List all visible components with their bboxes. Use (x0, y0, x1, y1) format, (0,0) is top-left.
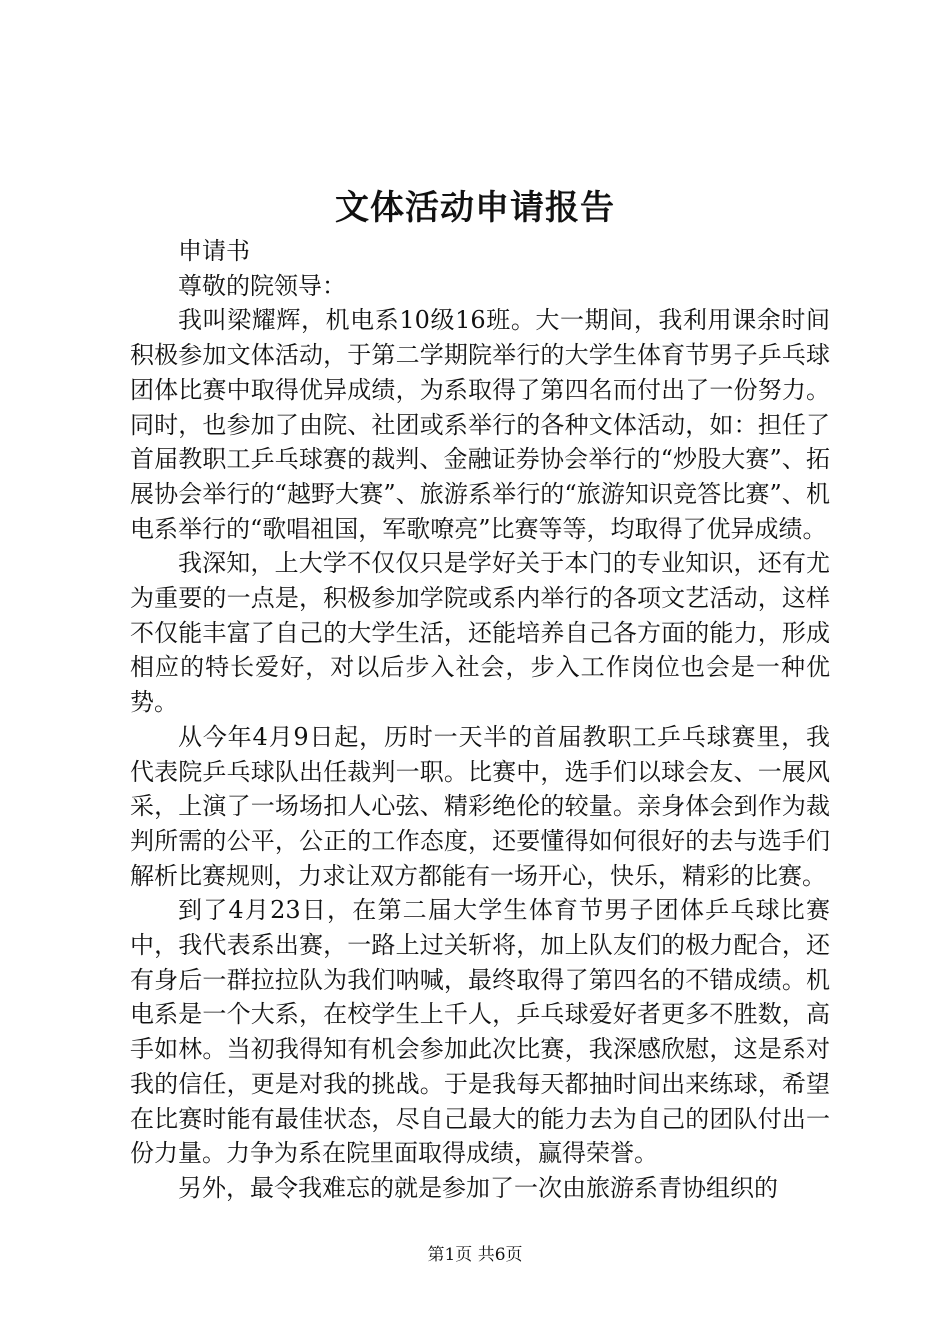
paragraph-introduction: 我叫梁耀辉，机电系10级16班。大一期间，我利用课余时间积极参加文体活动，于第二学期院举行的大学生体育节男子乒乓球团体比赛中取得优异成绩，为系取得了第四名而付出了一份努力。同时，也参加了由院、社团或系举行的各种文体活动，如：担任了首届教职工乒乓球赛的裁判、金融证券协会举行的“炒股大赛”、拓展协会举行的“越野大赛”、旅游系举行的“旅游知识竞答比赛”、机电系举行的“歌唱祖国，军歌嘹亮”比赛等等，均取得了优异成绩。 (130, 306, 830, 543)
paragraph-competition: 到了4月23日，在第二届大学生体育节男子团体乒乓球比赛中，我代表系出赛，一路上过关斩将，加上队友们的极力配合，还有身后一群拉拉队为我们呐喊，最终取得了第四名的不错成绩。机电系是一个大系，在校学生上千人，乒乓球爱好者更多不胜数，高手如林。当初我得知有机会参加此次比赛，我深感欣慰，这是系对我的信任，更是对我的挑战。于是我每天都抽时间出来练球，希望在比赛时能有最佳状态，尽自己最大的能力去为自己的团队付出一份力量。力争为系在院里面取得成绩，赢得荣誉。 (130, 896, 830, 1168)
paragraph-additional: 另外，最令我难忘的就是参加了一次由旅游系青协组织的 (178, 1173, 778, 1202)
page-footer: 第1页 共6页 (427, 1245, 523, 1265)
paragraph-referee: 从今年4月9日起，历时一天半的首届教职工乒乓球赛里，我代表院乒乓球队出任裁判一职。比赛中，选手们以球会友、一展风采，上演了一场场扣人心弦、精彩绝伦的较量。亲身体会到作为裁判所需的公平，公正的工作态度，还要懂得如何很好的去与选手们解析比赛规则，力求让双方都能有一场开心，快乐，精彩的比赛。 (130, 722, 830, 890)
paragraph-understanding: 我深知，上大学不仅仅只是学好关于本门的专业知识，还有尤为重要的一点是，积极参加学院或系内举行的各项文艺活动，这样不仅能丰富了自己的大学生活，还能培养自己各方面的能力，形成相应的特长爱好，对以后步入社会，步入工作岗位也会是一种优势。 (130, 549, 830, 717)
salutation-heading: 申请书 (178, 237, 250, 265)
salutation-recipient: 尊敬的院领导： (178, 271, 346, 300)
document-body (130, 234, 830, 1206)
document-title: 文体活动申请报告 (335, 188, 615, 228)
